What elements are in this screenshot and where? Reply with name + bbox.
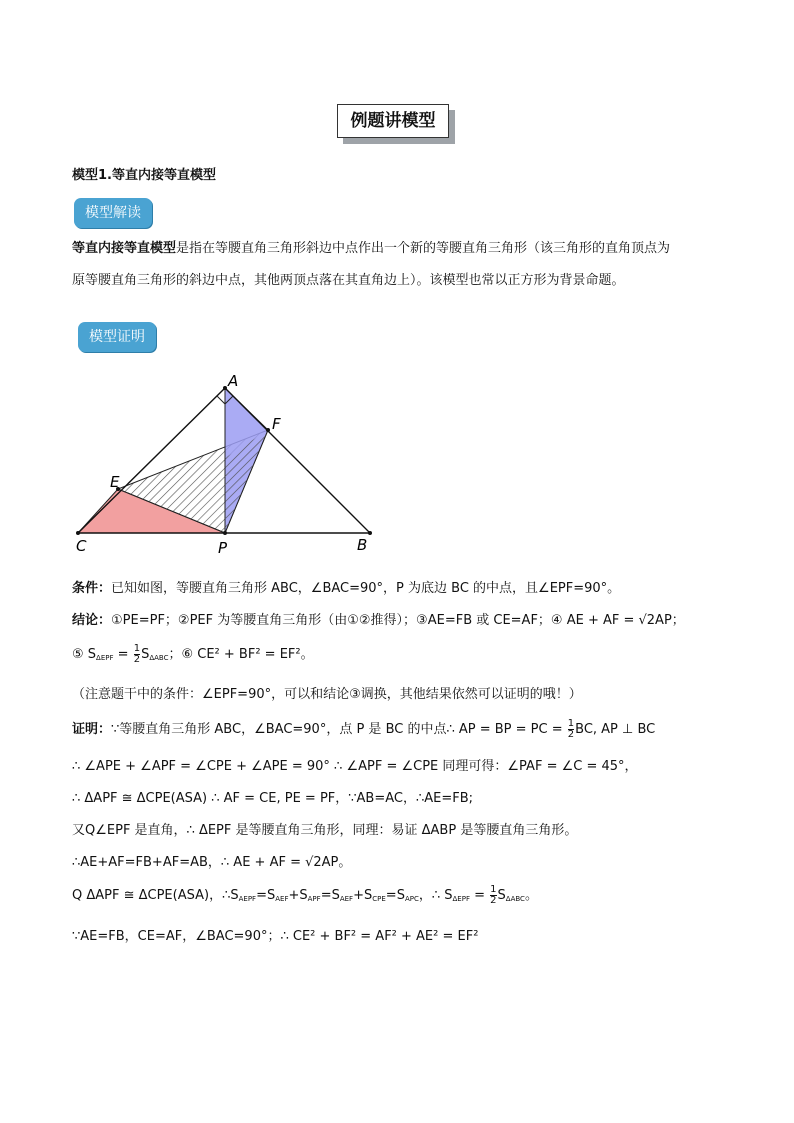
page-title: 例题讲模型 (337, 104, 449, 138)
proof-line-1 (72, 716, 655, 744)
badge-model-proof: 模型证明 (78, 322, 156, 352)
proof-l6-e: +S (353, 888, 373, 903)
proof-l6-s7: ΔEPF (452, 895, 470, 903)
conclusion-label: 结论： (72, 613, 112, 628)
model-heading: 模型1.等直内接等直模型 (72, 168, 216, 183)
conclusion-s: ⑤ S (72, 647, 97, 662)
proof-l1-den: 2 (567, 729, 575, 740)
proof-line-4: 又Q∠EPF 是直角，∴ ΔEPF 是等腰直角三角形，同理：易证 ΔABP 是等腰直角三角形。 (72, 823, 578, 838)
title-block (337, 104, 455, 144)
point-c (76, 531, 80, 535)
proof-l6-s4: AEF (339, 895, 354, 903)
conclusion-s2: S (141, 647, 150, 662)
proof-l6-num: 1 (490, 884, 497, 895)
proof-l6-s1: AEPF (238, 895, 257, 903)
conclusion-eq: = (113, 647, 133, 662)
point-f (266, 428, 270, 432)
proof-l6-fraction (490, 885, 496, 906)
condition-line (72, 580, 620, 598)
proof-l6-i: S (497, 888, 506, 903)
point-b (368, 531, 372, 535)
conclusion-line-2 (72, 642, 314, 671)
intro-line-1 (72, 240, 670, 258)
intro-line-2: 原等腰直角三角形的斜边中点，其他两顶点落在其直角边上）。该模型也常以正方形为背景命题。 (72, 273, 625, 288)
label-b: B (357, 536, 368, 554)
proof-l6-s5: CPE (372, 895, 386, 903)
proof-l6-h: = (469, 888, 490, 903)
proof-l6-d: =S (320, 888, 340, 903)
proof-l6-s6: APC (404, 895, 419, 903)
proof-l6-s3: APF (307, 895, 321, 903)
conclusion-frac-num: 1 (133, 643, 141, 654)
point-a (223, 386, 227, 390)
intro-term: 等直内接等直模型 (72, 241, 177, 256)
proof-l6-f: =S (385, 888, 405, 903)
proof-l6-den: 2 (490, 895, 497, 906)
proof-l1-text: ∵等腰直角三角形 ABC，∠BAC=90°，点 P 是 BC 的中点∴ AP = BP = PC = (111, 722, 567, 737)
conclusion-sub-abc: ΔABC (149, 654, 169, 662)
badge-model-interpretation: 模型解读 (74, 198, 152, 228)
proof-line-7: ∵AE=FB，CE=AF，∠BAC=90°；∴ CE² + BF² = AF² + AE² = EF² (72, 929, 479, 944)
proof-l6-s2: AEF (275, 895, 289, 903)
proof-l6-g: ，∴ S (418, 888, 453, 903)
label-a: A (228, 372, 239, 390)
label-e: E (110, 473, 120, 491)
proof-l1-text-b: BC, AP ⊥ BC (575, 722, 656, 737)
intro-line-1-text: 是指在等腰直角三角形斜边中点作出一个新的等腰直角三角形（该三角形的直角顶点为 (176, 241, 671, 256)
proof-label: 证明： (72, 722, 112, 737)
conclusion-fraction (134, 644, 140, 665)
proof-line-2: ∴ ∠APE + ∠APF = ∠CPE + ∠APE = 90° ∴ ∠APF = ∠CPE 同理可得：∠PAF = ∠C = 45°， (72, 759, 638, 774)
conclusion-text-2: ；⑥ CE² + BF² = EF²。 (168, 647, 314, 662)
proof-l6-a: Q ΔAPF ≅ ΔCPE(ASA)，∴S (72, 888, 239, 903)
condition-text: 已知如图，等腰直角三角形 ABC，∠BAC=90°，P 为底边 BC 的中点，且∠EPF=90°。 (111, 581, 621, 596)
conclusion-line-1 (72, 612, 685, 630)
proof-line-3: ∴ ΔAPF ≅ ΔCPE(ASA) ∴ AF = CE, PE = PF，∵AB=AC，∴AE=FB; (72, 791, 474, 806)
proof-l6-c: +S (288, 888, 308, 903)
label-p: P (218, 539, 228, 557)
proof-l1-fraction (568, 719, 574, 740)
conclusion-frac-den: 2 (133, 654, 141, 665)
condition-label: 条件： (72, 581, 112, 596)
proof-l6-s8: ΔABC (505, 895, 525, 903)
proof-line-5: ∴AE+AF=FB+AF=AB，∴ AE + AF = √2AP。 (72, 855, 352, 870)
proof-line-6 (72, 882, 538, 913)
point-p (223, 531, 227, 535)
geometry-figure (70, 368, 390, 558)
conclusion-text-1: ①PE=PF；②PEF 为等腰直角三角形（由①②推得）；③AE=FB 或 CE=AF；④ AE + AF = √2AP； (111, 613, 685, 628)
proof-l1-num: 1 (567, 718, 575, 729)
proof-l6-b: =S (256, 888, 276, 903)
note-line: （注意题干中的条件：∠EPF=90°，可以和结论③调换，其他结果依然可以证明的哦！） (72, 687, 582, 702)
proof-l6-j: 。 (524, 888, 538, 903)
label-f: F (272, 415, 281, 433)
conclusion-sub-epf: ΔEPF (96, 654, 114, 662)
label-c: C (76, 537, 87, 555)
